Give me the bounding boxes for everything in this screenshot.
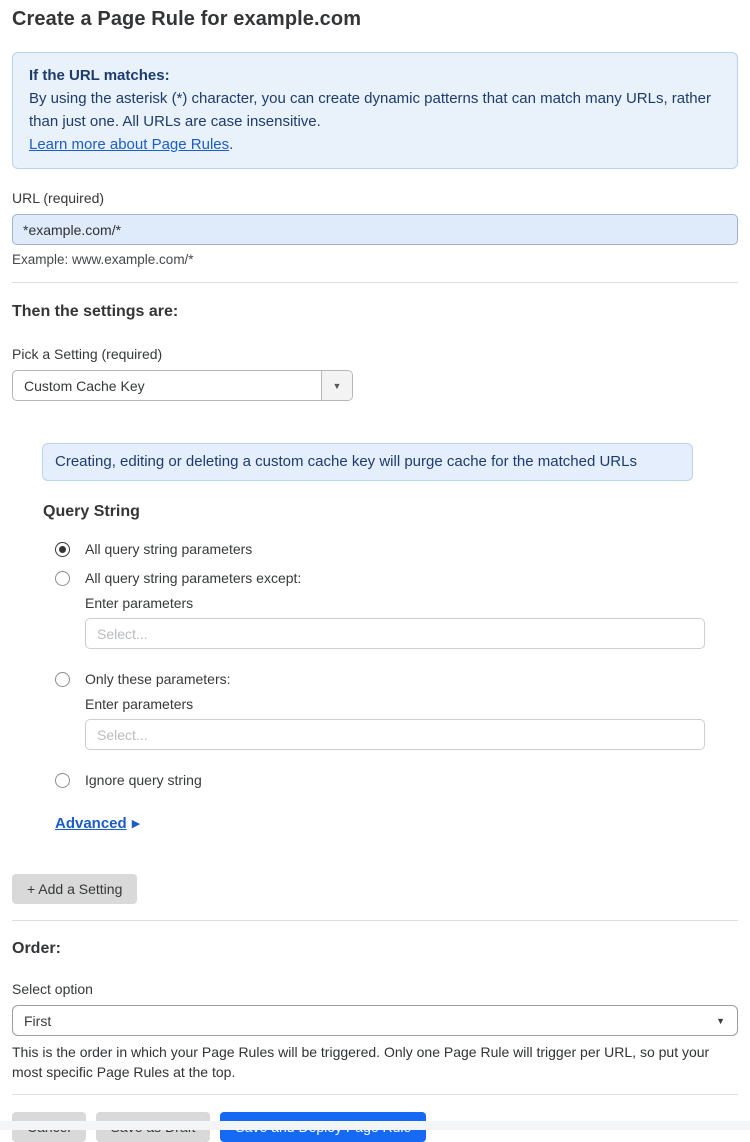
info-box-heading: If the URL matches: [29, 67, 170, 84]
radio-label[interactable]: Ignore query string [85, 772, 202, 788]
url-input[interactable] [12, 214, 738, 245]
divider [12, 282, 738, 283]
url-match-info-box [12, 52, 738, 169]
advanced-link-label[interactable]: Advanced [55, 815, 127, 832]
parameters-select-input[interactable] [85, 618, 705, 649]
radio-button-icon[interactable] [55, 773, 70, 788]
radio-option-all-params[interactable] [55, 541, 738, 557]
radio-label[interactable]: All query string parameters [85, 541, 253, 557]
url-field-helper: Example: www.example.com/* [12, 252, 194, 267]
order-section-heading: Order: [12, 940, 61, 957]
advanced-toggle-link[interactable] [55, 815, 140, 832]
add-setting-button[interactable]: + Add a Setting [12, 874, 137, 904]
learn-more-link[interactable]: Learn more about Page Rules [29, 136, 230, 153]
cache-key-notice: Creating, editing or deleting a custom cache key will purge cache for the matched URLs [42, 443, 693, 481]
page-title: Create a Page Rule for example.com [12, 8, 362, 30]
order-select-value: First [24, 1012, 52, 1029]
query-string-heading: Query String [43, 503, 140, 520]
enter-parameters-label: Enter parameters [85, 595, 194, 611]
divider [12, 1094, 738, 1095]
info-box-link-line [29, 133, 721, 156]
setting-picker-select[interactable] [12, 370, 353, 401]
radio-option-all-except[interactable] [55, 570, 738, 586]
order-helper-text: This is the order in which your Page Rules will be triggered. Only one Page Rule will trigger per URL, so put your most specific Page Rules at the top. [12, 1044, 710, 1080]
radio-option-ignore-qs[interactable] [55, 772, 738, 788]
bottom-edge-strip [0, 1121, 750, 1130]
radio-option-only-these[interactable] [55, 671, 738, 687]
order-select[interactable] [12, 1005, 738, 1036]
radio-label[interactable]: All query string parameters except: [85, 570, 302, 586]
radio-label[interactable]: Only these parameters: [85, 671, 231, 687]
url-field-label: URL (required) [12, 190, 105, 206]
setting-picker-value: Custom Cache Key [24, 377, 145, 394]
radio-button-icon[interactable] [55, 571, 70, 586]
setting-picker-label: Pick a Setting (required) [12, 346, 163, 362]
chevron-down-icon: ▼ [332, 380, 342, 391]
radio-button-icon[interactable] [55, 542, 70, 557]
enter-parameters-label: Enter parameters [85, 696, 194, 712]
divider [12, 920, 738, 921]
chevron-right-icon: ▶ [131, 818, 141, 830]
chevron-down-icon: ▼ [716, 1015, 725, 1026]
radio-button-icon[interactable] [55, 672, 70, 687]
info-box-body: By using the asterisk (*) character, you can create dynamic patterns that can match many URLs, rather than just one. All URLs are case insensitive. [29, 90, 711, 130]
setting-picker-dropdown-button[interactable] [321, 371, 352, 400]
parameters-select-input[interactable] [85, 719, 705, 750]
order-select-label: Select option [12, 981, 93, 997]
settings-section-heading: Then the settings are: [12, 303, 179, 320]
link-period: . [229, 136, 234, 153]
